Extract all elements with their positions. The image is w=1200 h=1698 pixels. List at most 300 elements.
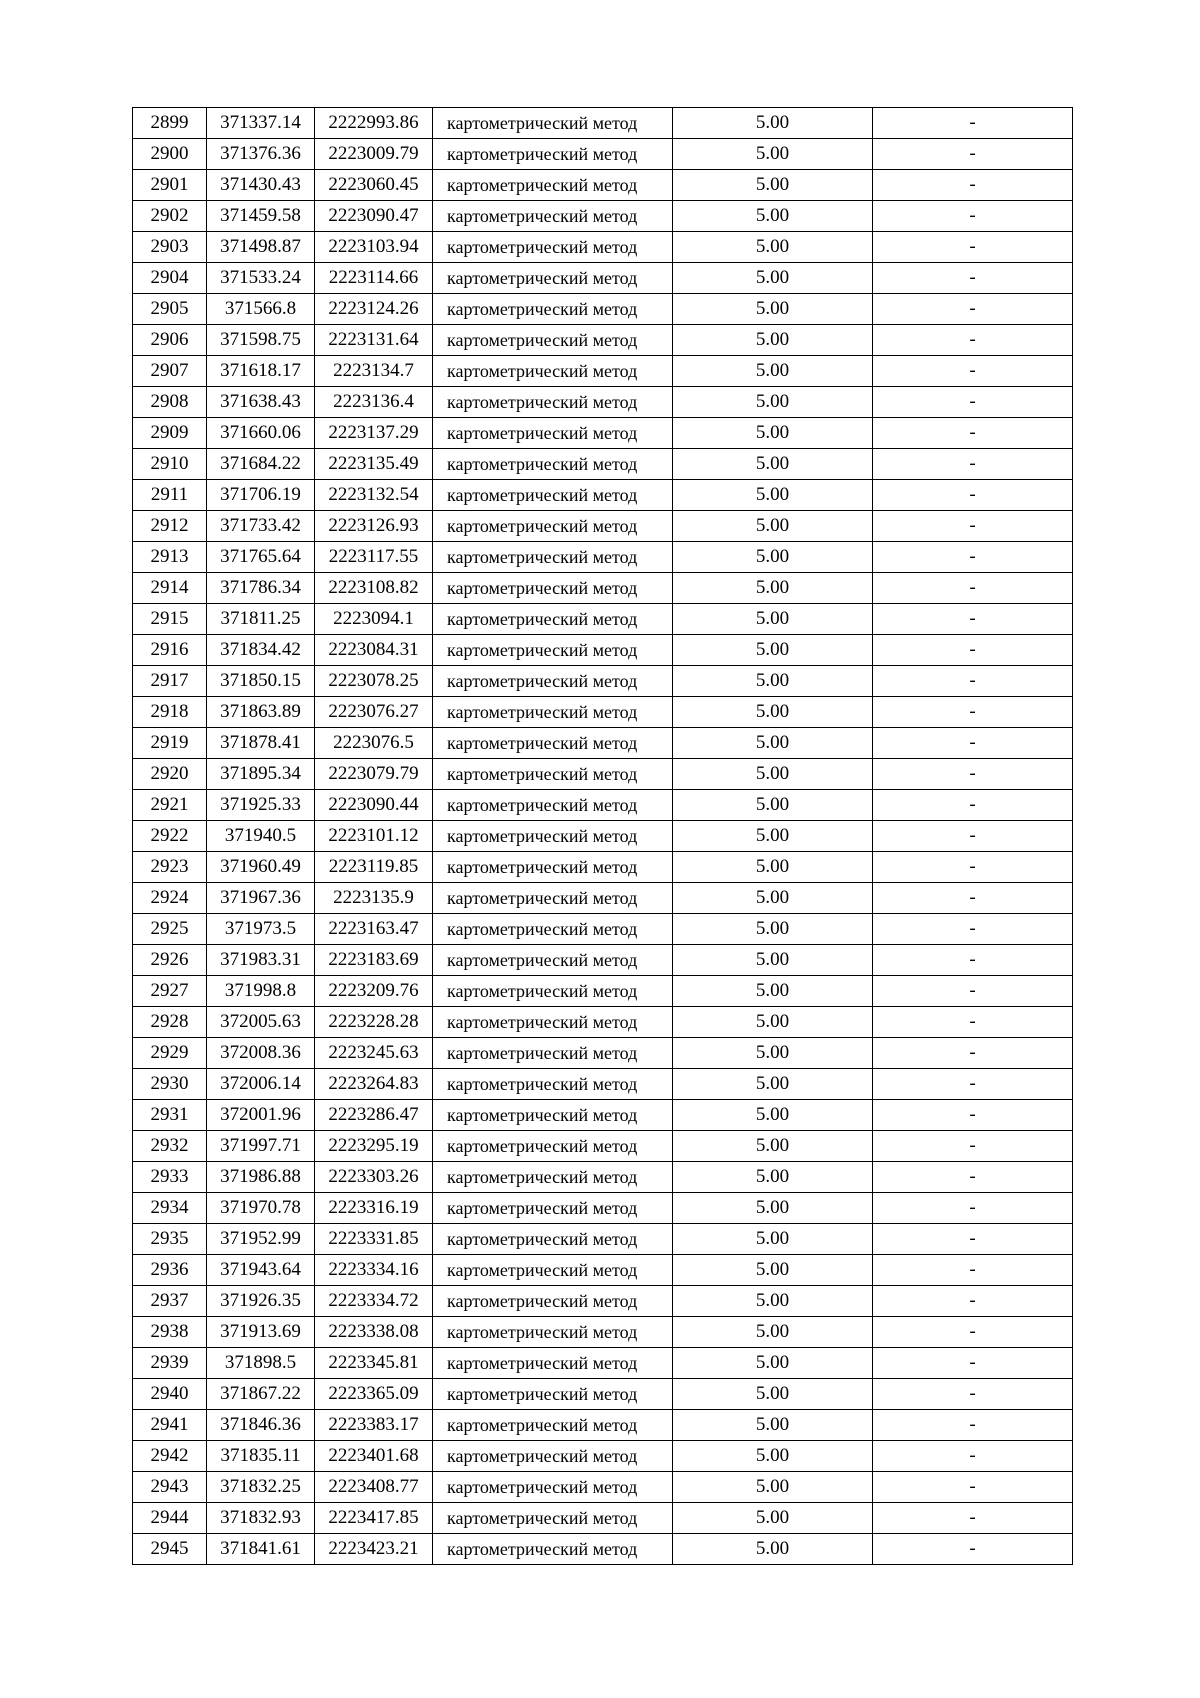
- table-row: [133, 852, 1073, 883]
- cell-note: -: [873, 1286, 1073, 1317]
- cell-accuracy: 5.00: [673, 511, 873, 542]
- cell-accuracy: 5.00: [673, 1069, 873, 1100]
- table-row: [133, 914, 1073, 945]
- cell-method: картометрический метод: [433, 325, 673, 356]
- cell-note: -: [873, 1131, 1073, 1162]
- cell-y-coordinate: 2223119.85: [315, 852, 433, 883]
- cell-y-coordinate: 2223264.83: [315, 1069, 433, 1100]
- cell-accuracy: 5.00: [673, 1286, 873, 1317]
- cell-method: картометрический метод: [433, 1534, 673, 1565]
- cell-x-coordinate: 371846.36: [207, 1410, 315, 1441]
- cell-point-number: 2942: [133, 1441, 207, 1472]
- cell-note: -: [873, 480, 1073, 511]
- cell-method: картометрический метод: [433, 356, 673, 387]
- cell-y-coordinate: 2223131.64: [315, 325, 433, 356]
- cell-x-coordinate: 371638.43: [207, 387, 315, 418]
- cell-note: -: [873, 1534, 1073, 1565]
- cell-x-coordinate: 371967.36: [207, 883, 315, 914]
- cell-accuracy: 5.00: [673, 201, 873, 232]
- cell-accuracy: 5.00: [673, 1131, 873, 1162]
- cell-point-number: 2937: [133, 1286, 207, 1317]
- cell-note: -: [873, 976, 1073, 1007]
- cell-y-coordinate: 2223103.94: [315, 232, 433, 263]
- cell-accuracy: 5.00: [673, 1007, 873, 1038]
- cell-point-number: 2918: [133, 697, 207, 728]
- cell-y-coordinate: 2223101.12: [315, 821, 433, 852]
- cell-y-coordinate: 2223084.31: [315, 635, 433, 666]
- cell-note: -: [873, 294, 1073, 325]
- cell-note: -: [873, 325, 1073, 356]
- cell-accuracy: 5.00: [673, 976, 873, 1007]
- cell-accuracy: 5.00: [673, 542, 873, 573]
- table-row: [133, 604, 1073, 635]
- cell-y-coordinate: 2223365.09: [315, 1379, 433, 1410]
- cell-point-number: 2906: [133, 325, 207, 356]
- cell-x-coordinate: 371925.33: [207, 790, 315, 821]
- cell-point-number: 2928: [133, 1007, 207, 1038]
- cell-y-coordinate: 2223060.45: [315, 170, 433, 201]
- cell-note: -: [873, 883, 1073, 914]
- cell-y-coordinate: 2223094.1: [315, 604, 433, 635]
- cell-y-coordinate: 2223090.47: [315, 201, 433, 232]
- cell-x-coordinate: 371913.69: [207, 1317, 315, 1348]
- cell-note: -: [873, 914, 1073, 945]
- cell-note: -: [873, 852, 1073, 883]
- table-row: [133, 883, 1073, 914]
- table-row: [133, 790, 1073, 821]
- cell-x-coordinate: 371733.42: [207, 511, 315, 542]
- cell-accuracy: 5.00: [673, 1193, 873, 1224]
- cell-note: -: [873, 604, 1073, 635]
- cell-note: -: [873, 387, 1073, 418]
- cell-accuracy: 5.00: [673, 1162, 873, 1193]
- cell-accuracy: 5.00: [673, 1472, 873, 1503]
- cell-x-coordinate: 371943.64: [207, 1255, 315, 1286]
- cell-y-coordinate: 2223316.19: [315, 1193, 433, 1224]
- cell-note: -: [873, 108, 1073, 139]
- cell-point-number: 2905: [133, 294, 207, 325]
- cell-point-number: 2944: [133, 1503, 207, 1534]
- cell-accuracy: 5.00: [673, 356, 873, 387]
- cell-note: -: [873, 1441, 1073, 1472]
- cell-point-number: 2904: [133, 263, 207, 294]
- cell-point-number: 2945: [133, 1534, 207, 1565]
- table-row: [133, 1007, 1073, 1038]
- cell-x-coordinate: 371706.19: [207, 480, 315, 511]
- cell-y-coordinate: 2223295.19: [315, 1131, 433, 1162]
- cell-point-number: 2930: [133, 1069, 207, 1100]
- cell-method: картометрический метод: [433, 790, 673, 821]
- cell-accuracy: 5.00: [673, 1441, 873, 1472]
- cell-method: картометрический метод: [433, 1131, 673, 1162]
- cell-y-coordinate: 2223009.79: [315, 139, 433, 170]
- cell-x-coordinate: 371337.14: [207, 108, 315, 139]
- cell-y-coordinate: 2223163.47: [315, 914, 433, 945]
- cell-note: -: [873, 759, 1073, 790]
- cell-y-coordinate: 2223408.77: [315, 1472, 433, 1503]
- cell-y-coordinate: 2223209.76: [315, 976, 433, 1007]
- table-row: [133, 759, 1073, 790]
- cell-point-number: 2914: [133, 573, 207, 604]
- cell-note: -: [873, 573, 1073, 604]
- cell-accuracy: 5.00: [673, 821, 873, 852]
- cell-note: -: [873, 945, 1073, 976]
- table-row: [133, 1224, 1073, 1255]
- table-row: [133, 1503, 1073, 1534]
- cell-method: картометрический метод: [433, 1317, 673, 1348]
- cell-method: картометрический метод: [433, 449, 673, 480]
- cell-method: картометрический метод: [433, 201, 673, 232]
- table-row: [133, 1317, 1073, 1348]
- cell-x-coordinate: 371983.31: [207, 945, 315, 976]
- table-row: [133, 108, 1073, 139]
- cell-point-number: 2899: [133, 108, 207, 139]
- cell-x-coordinate: 371660.06: [207, 418, 315, 449]
- cell-note: -: [873, 635, 1073, 666]
- cell-note: -: [873, 232, 1073, 263]
- cell-accuracy: 5.00: [673, 387, 873, 418]
- cell-accuracy: 5.00: [673, 325, 873, 356]
- cell-x-coordinate: 371878.41: [207, 728, 315, 759]
- cell-note: -: [873, 170, 1073, 201]
- cell-method: картометрический метод: [433, 294, 673, 325]
- table-row: [133, 1348, 1073, 1379]
- cell-point-number: 2927: [133, 976, 207, 1007]
- cell-point-number: 2921: [133, 790, 207, 821]
- cell-y-coordinate: 2223132.54: [315, 480, 433, 511]
- cell-accuracy: 5.00: [673, 635, 873, 666]
- cell-method: картометрический метод: [433, 232, 673, 263]
- table-row: [133, 263, 1073, 294]
- cell-accuracy: 5.00: [673, 480, 873, 511]
- cell-point-number: 2901: [133, 170, 207, 201]
- cell-point-number: 2913: [133, 542, 207, 573]
- table-row: [133, 480, 1073, 511]
- cell-method: картометрический метод: [433, 1255, 673, 1286]
- cell-note: -: [873, 1193, 1073, 1224]
- cell-note: -: [873, 1224, 1073, 1255]
- cell-method: картометрический метод: [433, 170, 673, 201]
- cell-point-number: 2933: [133, 1162, 207, 1193]
- cell-method: картометрический метод: [433, 139, 673, 170]
- cell-method: картометрический метод: [433, 1379, 673, 1410]
- cell-x-coordinate: 371430.43: [207, 170, 315, 201]
- cell-method: картометрический метод: [433, 1007, 673, 1038]
- cell-accuracy: 5.00: [673, 883, 873, 914]
- cell-method: картометрический метод: [433, 728, 673, 759]
- cell-accuracy: 5.00: [673, 1100, 873, 1131]
- cell-y-coordinate: 2223338.08: [315, 1317, 433, 1348]
- cell-method: картометрический метод: [433, 1441, 673, 1472]
- cell-accuracy: 5.00: [673, 1410, 873, 1441]
- cell-accuracy: 5.00: [673, 1038, 873, 1069]
- table-row: [133, 232, 1073, 263]
- table-row: [133, 1441, 1073, 1472]
- cell-point-number: 2925: [133, 914, 207, 945]
- cell-method: картометрический метод: [433, 108, 673, 139]
- cell-x-coordinate: 371940.5: [207, 821, 315, 852]
- cell-accuracy: 5.00: [673, 914, 873, 945]
- cell-accuracy: 5.00: [673, 697, 873, 728]
- table-row: [133, 728, 1073, 759]
- cell-accuracy: 5.00: [673, 294, 873, 325]
- cell-accuracy: 5.00: [673, 1224, 873, 1255]
- table-row: [133, 356, 1073, 387]
- cell-note: -: [873, 1410, 1073, 1441]
- cell-method: картометрический метод: [433, 821, 673, 852]
- cell-accuracy: 5.00: [673, 1255, 873, 1286]
- cell-method: картометрический метод: [433, 852, 673, 883]
- cell-point-number: 2909: [133, 418, 207, 449]
- cell-method: картометрический метод: [433, 573, 673, 604]
- cell-x-coordinate: 371997.71: [207, 1131, 315, 1162]
- cell-method: картометрический метод: [433, 635, 673, 666]
- cell-method: картометрический метод: [433, 1348, 673, 1379]
- cell-note: -: [873, 1255, 1073, 1286]
- cell-method: картометрический метод: [433, 418, 673, 449]
- table-row: [133, 697, 1073, 728]
- cell-method: картометрический метод: [433, 1503, 673, 1534]
- cell-point-number: 2919: [133, 728, 207, 759]
- cell-x-coordinate: 371850.15: [207, 666, 315, 697]
- cell-x-coordinate: 371765.64: [207, 542, 315, 573]
- cell-accuracy: 5.00: [673, 449, 873, 480]
- cell-point-number: 2911: [133, 480, 207, 511]
- table-row: [133, 635, 1073, 666]
- table-row: [133, 945, 1073, 976]
- cell-method: картометрический метод: [433, 697, 673, 728]
- cell-point-number: 2907: [133, 356, 207, 387]
- cell-y-coordinate: 2223136.4: [315, 387, 433, 418]
- cell-y-coordinate: 2223331.85: [315, 1224, 433, 1255]
- table-row: [133, 1255, 1073, 1286]
- cell-point-number: 2902: [133, 201, 207, 232]
- cell-y-coordinate: 2223417.85: [315, 1503, 433, 1534]
- cell-point-number: 2910: [133, 449, 207, 480]
- cell-y-coordinate: 2223124.26: [315, 294, 433, 325]
- table-row: [133, 1100, 1073, 1131]
- cell-x-coordinate: 371533.24: [207, 263, 315, 294]
- cell-x-coordinate: 371970.78: [207, 1193, 315, 1224]
- coordinates-table-body: [133, 108, 1073, 1565]
- cell-note: -: [873, 821, 1073, 852]
- cell-x-coordinate: 371998.8: [207, 976, 315, 1007]
- cell-x-coordinate: 372006.14: [207, 1069, 315, 1100]
- cell-accuracy: 5.00: [673, 666, 873, 697]
- cell-point-number: 2923: [133, 852, 207, 883]
- table-row: [133, 1193, 1073, 1224]
- cell-x-coordinate: 371811.25: [207, 604, 315, 635]
- cell-method: картометрический метод: [433, 759, 673, 790]
- cell-point-number: 2922: [133, 821, 207, 852]
- cell-y-coordinate: 2223108.82: [315, 573, 433, 604]
- cell-y-coordinate: 2223135.9: [315, 883, 433, 914]
- cell-method: картометрический метод: [433, 1100, 673, 1131]
- cell-method: картометрический метод: [433, 914, 673, 945]
- cell-point-number: 2931: [133, 1100, 207, 1131]
- cell-point-number: 2932: [133, 1131, 207, 1162]
- cell-accuracy: 5.00: [673, 1503, 873, 1534]
- cell-accuracy: 5.00: [673, 945, 873, 976]
- cell-x-coordinate: 371960.49: [207, 852, 315, 883]
- table-row: [133, 511, 1073, 542]
- cell-accuracy: 5.00: [673, 418, 873, 449]
- cell-point-number: 2926: [133, 945, 207, 976]
- cell-method: картометрический метод: [433, 1410, 673, 1441]
- cell-method: картометрический метод: [433, 480, 673, 511]
- cell-x-coordinate: 371684.22: [207, 449, 315, 480]
- cell-y-coordinate: 2223090.44: [315, 790, 433, 821]
- cell-note: -: [873, 697, 1073, 728]
- cell-point-number: 2917: [133, 666, 207, 697]
- cell-note: -: [873, 542, 1073, 573]
- cell-point-number: 2920: [133, 759, 207, 790]
- cell-y-coordinate: 2223245.63: [315, 1038, 433, 1069]
- cell-note: -: [873, 1379, 1073, 1410]
- table-row: [133, 170, 1073, 201]
- cell-point-number: 2943: [133, 1472, 207, 1503]
- cell-note: -: [873, 1348, 1073, 1379]
- cell-y-coordinate: 2223135.49: [315, 449, 433, 480]
- table-row: [133, 1069, 1073, 1100]
- cell-point-number: 2936: [133, 1255, 207, 1286]
- cell-x-coordinate: 371832.93: [207, 1503, 315, 1534]
- cell-accuracy: 5.00: [673, 790, 873, 821]
- cell-x-coordinate: 371598.75: [207, 325, 315, 356]
- cell-method: картометрический метод: [433, 1162, 673, 1193]
- cell-method: картометрический метод: [433, 1193, 673, 1224]
- table-row: [133, 1472, 1073, 1503]
- cell-method: картометрический метод: [433, 945, 673, 976]
- cell-point-number: 2924: [133, 883, 207, 914]
- cell-method: картометрический метод: [433, 1286, 673, 1317]
- cell-x-coordinate: 371898.5: [207, 1348, 315, 1379]
- cell-point-number: 2934: [133, 1193, 207, 1224]
- cell-point-number: 2908: [133, 387, 207, 418]
- cell-x-coordinate: 371834.42: [207, 635, 315, 666]
- table-row: [133, 449, 1073, 480]
- cell-note: -: [873, 666, 1073, 697]
- cell-x-coordinate: 371832.25: [207, 1472, 315, 1503]
- table-row: [133, 542, 1073, 573]
- cell-note: -: [873, 1503, 1073, 1534]
- cell-note: -: [873, 1100, 1073, 1131]
- cell-note: -: [873, 1007, 1073, 1038]
- cell-y-coordinate: 2223228.28: [315, 1007, 433, 1038]
- table-row: [133, 1379, 1073, 1410]
- cell-x-coordinate: 371973.5: [207, 914, 315, 945]
- cell-accuracy: 5.00: [673, 759, 873, 790]
- cell-y-coordinate: 2223401.68: [315, 1441, 433, 1472]
- cell-point-number: 2903: [133, 232, 207, 263]
- cell-y-coordinate: 2223076.5: [315, 728, 433, 759]
- cell-y-coordinate: 2223345.81: [315, 1348, 433, 1379]
- cell-point-number: 2929: [133, 1038, 207, 1069]
- cell-method: картометрический метод: [433, 1038, 673, 1069]
- cell-accuracy: 5.00: [673, 108, 873, 139]
- cell-point-number: 2915: [133, 604, 207, 635]
- cell-note: -: [873, 263, 1073, 294]
- cell-note: -: [873, 418, 1073, 449]
- cell-method: картометрический метод: [433, 1472, 673, 1503]
- cell-method: картометрический метод: [433, 883, 673, 914]
- cell-method: картометрический метод: [433, 542, 673, 573]
- cell-x-coordinate: 371498.87: [207, 232, 315, 263]
- cell-note: -: [873, 1472, 1073, 1503]
- cell-y-coordinate: 2223137.29: [315, 418, 433, 449]
- cell-x-coordinate: 372001.96: [207, 1100, 315, 1131]
- table-row: [133, 294, 1073, 325]
- cell-y-coordinate: 2223383.17: [315, 1410, 433, 1441]
- cell-y-coordinate: 2223079.79: [315, 759, 433, 790]
- cell-y-coordinate: 2223334.16: [315, 1255, 433, 1286]
- table-row: [133, 821, 1073, 852]
- cell-x-coordinate: 371986.88: [207, 1162, 315, 1193]
- cell-point-number: 2912: [133, 511, 207, 542]
- cell-x-coordinate: 371926.35: [207, 1286, 315, 1317]
- table-row: [133, 139, 1073, 170]
- cell-note: -: [873, 511, 1073, 542]
- table-row: [133, 976, 1073, 1007]
- cell-x-coordinate: 371867.22: [207, 1379, 315, 1410]
- cell-accuracy: 5.00: [673, 604, 873, 635]
- table-row: [133, 1038, 1073, 1069]
- cell-note: -: [873, 356, 1073, 387]
- cell-method: картометрический метод: [433, 666, 673, 697]
- cell-y-coordinate: 2222993.86: [315, 108, 433, 139]
- cell-y-coordinate: 2223078.25: [315, 666, 433, 697]
- table-row: [133, 1162, 1073, 1193]
- cell-y-coordinate: 2223334.72: [315, 1286, 433, 1317]
- cell-point-number: 2939: [133, 1348, 207, 1379]
- cell-x-coordinate: 371618.17: [207, 356, 315, 387]
- cell-y-coordinate: 2223183.69: [315, 945, 433, 976]
- cell-point-number: 2938: [133, 1317, 207, 1348]
- cell-method: картометрический метод: [433, 604, 673, 635]
- cell-note: -: [873, 1069, 1073, 1100]
- cell-y-coordinate: 2223114.66: [315, 263, 433, 294]
- cell-accuracy: 5.00: [673, 232, 873, 263]
- cell-point-number: 2940: [133, 1379, 207, 1410]
- cell-accuracy: 5.00: [673, 728, 873, 759]
- cell-x-coordinate: 371952.99: [207, 1224, 315, 1255]
- cell-note: -: [873, 449, 1073, 480]
- cell-x-coordinate: 371459.58: [207, 201, 315, 232]
- table-row: [133, 1131, 1073, 1162]
- cell-accuracy: 5.00: [673, 852, 873, 883]
- cell-x-coordinate: 371835.11: [207, 1441, 315, 1472]
- table-row: [133, 666, 1073, 697]
- cell-note: -: [873, 1317, 1073, 1348]
- cell-x-coordinate: 372005.63: [207, 1007, 315, 1038]
- table-row: [133, 1410, 1073, 1441]
- coordinates-table: [132, 107, 1073, 1565]
- cell-y-coordinate: 2223126.93: [315, 511, 433, 542]
- cell-accuracy: 5.00: [673, 573, 873, 604]
- cell-point-number: 2900: [133, 139, 207, 170]
- cell-accuracy: 5.00: [673, 170, 873, 201]
- cell-accuracy: 5.00: [673, 1534, 873, 1565]
- cell-method: картометрический метод: [433, 1224, 673, 1255]
- cell-point-number: 2935: [133, 1224, 207, 1255]
- cell-accuracy: 5.00: [673, 1317, 873, 1348]
- cell-y-coordinate: 2223076.27: [315, 697, 433, 728]
- table-row: [133, 573, 1073, 604]
- cell-x-coordinate: 371863.89: [207, 697, 315, 728]
- cell-accuracy: 5.00: [673, 139, 873, 170]
- cell-method: картометрический метод: [433, 1069, 673, 1100]
- table-row: [133, 1534, 1073, 1565]
